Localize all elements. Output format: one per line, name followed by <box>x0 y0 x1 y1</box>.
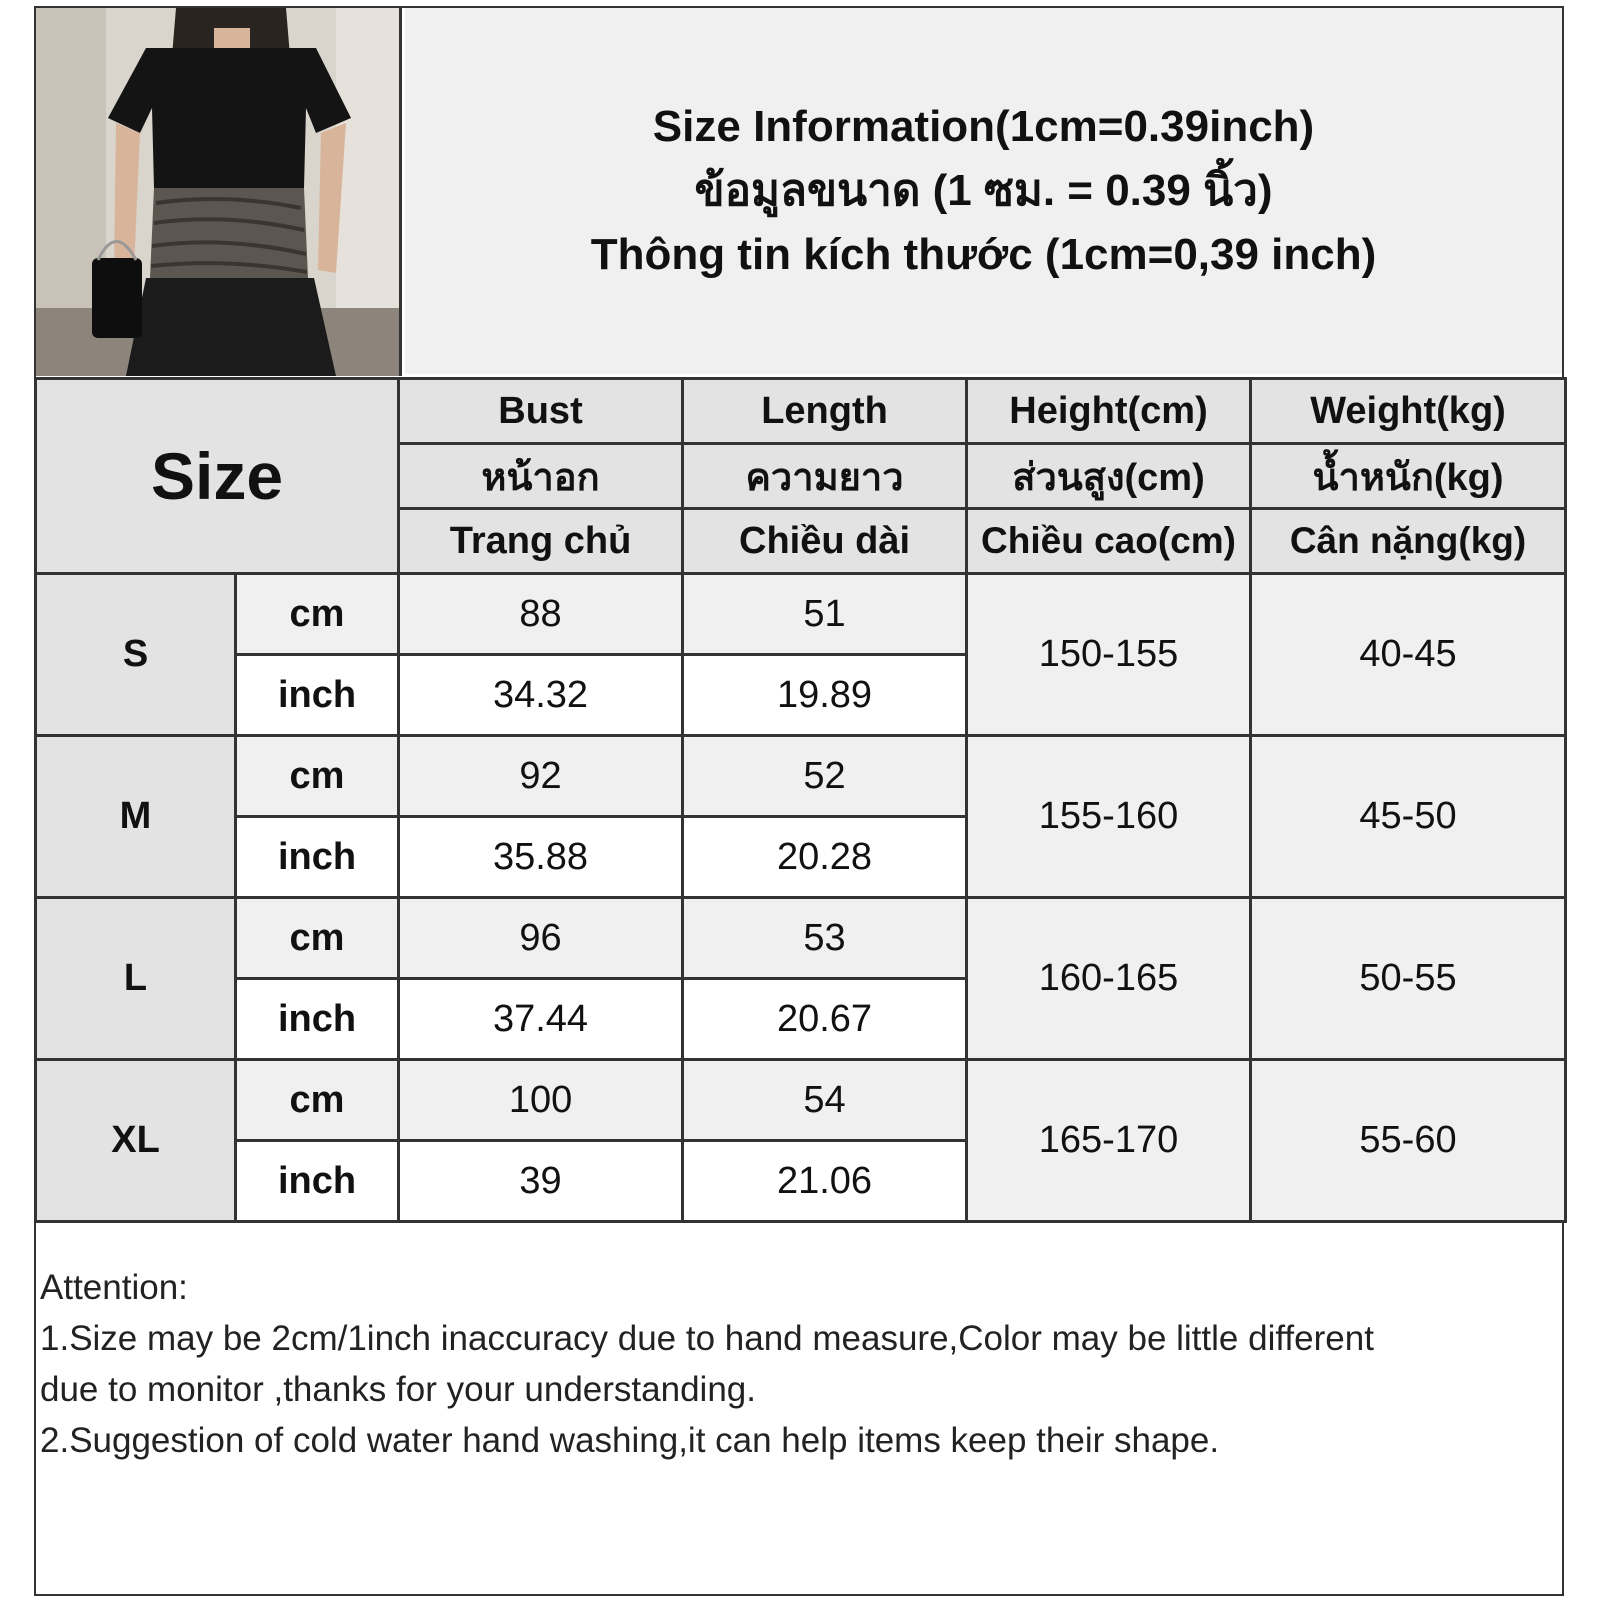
weight-range: 50-55 <box>1251 898 1566 1060</box>
unit-inch: inch <box>236 1141 399 1222</box>
length-cm: 52 <box>683 736 967 817</box>
col-height-en: Height(cm) <box>967 379 1251 444</box>
bust-cm: 100 <box>399 1060 683 1141</box>
height-range: 155-160 <box>967 736 1251 898</box>
table-row <box>36 1060 1566 1141</box>
note-2: 2.Suggestion of cold water hand washing,it can help items keep their shape. <box>40 1421 1220 1460</box>
length-inch: 21.06 <box>683 1141 967 1222</box>
weight-range: 55-60 <box>1251 1060 1566 1222</box>
length-inch: 19.89 <box>683 655 967 736</box>
col-weight-en: Weight(kg) <box>1251 379 1566 444</box>
col-length-th: ความยาว <box>683 444 967 509</box>
col-bust-th: หน้าอก <box>399 444 683 509</box>
table-row <box>36 736 1566 817</box>
size-label: S <box>36 574 236 736</box>
col-weight-vi: Cân nặng(kg) <box>1251 509 1566 574</box>
note-1-line-2: due to monitor ,thanks for your understanding. <box>40 1370 756 1409</box>
header-row-en <box>36 379 1566 444</box>
table-row <box>36 898 1566 979</box>
height-range: 160-165 <box>967 898 1251 1060</box>
product-photo <box>36 8 402 376</box>
col-height-vi: Chiều cao(cm) <box>967 509 1251 574</box>
size-table <box>34 377 1567 1223</box>
bust-inch: 35.88 <box>399 817 683 898</box>
size-header: Size <box>36 379 399 574</box>
bust-cm: 92 <box>399 736 683 817</box>
weight-range: 45-50 <box>1251 736 1566 898</box>
bust-cm: 96 <box>399 898 683 979</box>
col-weight-th: น้ำหนัก(kg) <box>1251 444 1566 509</box>
notes-heading: Attention: <box>40 1268 188 1307</box>
unit-inch: inch <box>236 655 399 736</box>
info-title-th: ข้อมูลขนาด (1 ซม. = 0.39 นิ้ว) <box>694 166 1273 215</box>
length-inch: 20.28 <box>683 817 967 898</box>
height-range: 150-155 <box>967 574 1251 736</box>
note-1-line-1: 1.Size may be 2cm/1inch inaccuracy due to hand measure,Color may be little different <box>40 1319 1374 1358</box>
size-label: XL <box>36 1060 236 1222</box>
weight-range: 40-45 <box>1251 574 1566 736</box>
info-title-vi: Thông tin kích thước (1cm=0,39 inch) <box>590 230 1377 279</box>
length-cm: 51 <box>683 574 967 655</box>
unit-inch: inch <box>236 979 399 1060</box>
height-range: 165-170 <box>967 1060 1251 1222</box>
col-height-th: ส่วนสูง(cm) <box>967 444 1251 509</box>
length-inch: 20.67 <box>683 979 967 1060</box>
table-row <box>36 574 1566 655</box>
length-cm: 53 <box>683 898 967 979</box>
info-title-en: Size Information(1cm=0.39inch) <box>652 102 1315 151</box>
size-label: L <box>36 898 236 1060</box>
unit-cm: cm <box>236 1060 399 1141</box>
bust-cm: 88 <box>399 574 683 655</box>
unit-inch: inch <box>236 817 399 898</box>
unit-cm: cm <box>236 574 399 655</box>
bust-inch: 39 <box>399 1141 683 1222</box>
size-label: M <box>36 736 236 898</box>
col-length-vi: Chiều dài <box>683 509 967 574</box>
size-info-header <box>405 8 1562 374</box>
col-bust-en: Bust <box>399 379 683 444</box>
attention-notes <box>40 1262 1555 1466</box>
model-image <box>36 8 402 376</box>
length-cm: 54 <box>683 1060 967 1141</box>
bust-inch: 37.44 <box>399 979 683 1060</box>
bust-inch: 34.32 <box>399 655 683 736</box>
col-bust-vi: Trang chủ <box>399 509 683 574</box>
unit-cm: cm <box>236 898 399 979</box>
col-length-en: Length <box>683 379 967 444</box>
unit-cm: cm <box>236 736 399 817</box>
